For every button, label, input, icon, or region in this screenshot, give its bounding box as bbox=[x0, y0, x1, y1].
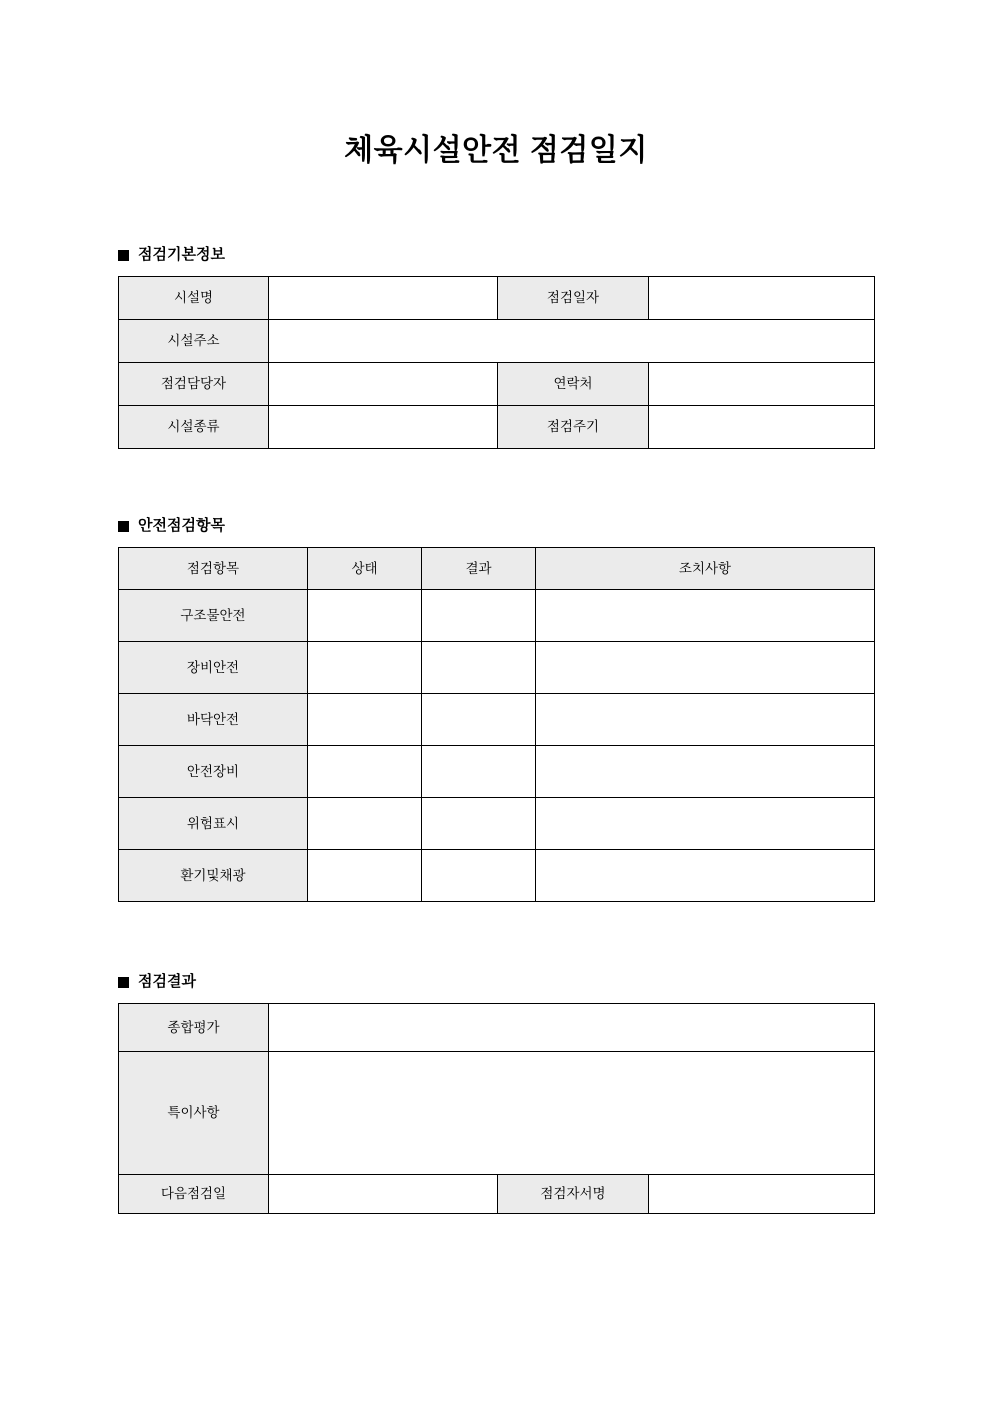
section-inspection-result bbox=[118, 973, 874, 1214]
label-next-inspection-date: 다음점검일 bbox=[119, 1175, 269, 1214]
column-header-item: 점검항목 bbox=[119, 548, 308, 590]
item-status-structure-safety[interactable] bbox=[308, 590, 422, 642]
label-overall-evaluation: 종합평가 bbox=[119, 1004, 269, 1052]
table-row bbox=[119, 590, 875, 642]
label-facility-name: 시설명 bbox=[119, 277, 269, 320]
item-label-floor-safety: 바닥안전 bbox=[119, 694, 308, 746]
square-bullet-icon bbox=[118, 250, 129, 261]
item-label-equipment-safety: 장비안전 bbox=[119, 642, 308, 694]
column-header-action: 조치사항 bbox=[536, 548, 875, 590]
safety-items-table bbox=[118, 547, 875, 902]
label-facility-address: 시설주소 bbox=[119, 320, 269, 363]
square-bullet-icon bbox=[118, 521, 129, 532]
square-bullet-icon bbox=[118, 977, 129, 988]
section-heading-safety-items bbox=[118, 517, 874, 535]
value-facility-address[interactable] bbox=[269, 320, 875, 363]
section-basic-info bbox=[118, 246, 874, 449]
item-label-structure-safety: 구조물안전 bbox=[119, 590, 308, 642]
table-row bbox=[119, 746, 875, 798]
table-row bbox=[119, 1052, 875, 1175]
page-title: 체육시설안전 점검일지 bbox=[344, 134, 648, 167]
section-heading-label: 점검기본정보 bbox=[138, 246, 225, 263]
label-contact: 연락처 bbox=[498, 363, 649, 406]
item-result-equipment-safety[interactable] bbox=[422, 642, 536, 694]
table-row bbox=[119, 1175, 875, 1214]
value-next-inspection-date[interactable] bbox=[269, 1175, 498, 1214]
column-header-status: 상태 bbox=[308, 548, 422, 590]
table-row bbox=[119, 850, 875, 902]
basic-info-table bbox=[118, 276, 875, 449]
item-result-safety-equipment[interactable] bbox=[422, 746, 536, 798]
value-contact[interactable] bbox=[649, 363, 875, 406]
item-action-ventilation-lighting[interactable] bbox=[536, 850, 875, 902]
item-label-hazard-signage: 위험표시 bbox=[119, 798, 308, 850]
label-special-notes: 특이사항 bbox=[119, 1052, 269, 1175]
value-facility-type[interactable] bbox=[269, 406, 498, 449]
value-facility-name[interactable] bbox=[269, 277, 498, 320]
item-result-structure-safety[interactable] bbox=[422, 590, 536, 642]
value-inspector-in-charge[interactable] bbox=[269, 363, 498, 406]
section-heading-label: 점검결과 bbox=[138, 973, 196, 990]
section-heading-basic-info bbox=[118, 246, 874, 264]
table-row bbox=[119, 320, 875, 363]
item-status-hazard-signage[interactable] bbox=[308, 798, 422, 850]
section-heading-inspection-result bbox=[118, 973, 874, 991]
item-action-safety-equipment[interactable] bbox=[536, 746, 875, 798]
table-row bbox=[119, 277, 875, 320]
table-header-row bbox=[119, 548, 875, 590]
item-action-structure-safety[interactable] bbox=[536, 590, 875, 642]
item-result-hazard-signage[interactable] bbox=[422, 798, 536, 850]
label-inspection-cycle: 점검주기 bbox=[498, 406, 649, 449]
item-status-equipment-safety[interactable] bbox=[308, 642, 422, 694]
table-row bbox=[119, 694, 875, 746]
item-status-safety-equipment[interactable] bbox=[308, 746, 422, 798]
item-result-floor-safety[interactable] bbox=[422, 694, 536, 746]
item-action-floor-safety[interactable] bbox=[536, 694, 875, 746]
label-inspection-date: 점검일자 bbox=[498, 277, 649, 320]
table-row bbox=[119, 798, 875, 850]
value-inspection-cycle[interactable] bbox=[649, 406, 875, 449]
table-row bbox=[119, 363, 875, 406]
value-overall-evaluation[interactable] bbox=[269, 1004, 875, 1052]
value-special-notes[interactable] bbox=[269, 1052, 875, 1175]
value-inspector-signature[interactable] bbox=[649, 1175, 875, 1214]
table-row bbox=[119, 406, 875, 449]
value-inspection-date[interactable] bbox=[649, 277, 875, 320]
item-label-safety-equipment: 안전장비 bbox=[119, 746, 308, 798]
label-facility-type: 시설종류 bbox=[119, 406, 269, 449]
column-header-result: 결과 bbox=[422, 548, 536, 590]
item-action-equipment-safety[interactable] bbox=[536, 642, 875, 694]
label-inspector-in-charge: 점검담당자 bbox=[119, 363, 269, 406]
section-heading-label: 안전점검항목 bbox=[138, 517, 225, 534]
inspection-result-table bbox=[118, 1003, 875, 1214]
table-row bbox=[119, 1004, 875, 1052]
item-action-hazard-signage[interactable] bbox=[536, 798, 875, 850]
item-status-floor-safety[interactable] bbox=[308, 694, 422, 746]
table-row bbox=[119, 642, 875, 694]
section-safety-items bbox=[118, 517, 874, 902]
item-result-ventilation-lighting[interactable] bbox=[422, 850, 536, 902]
item-label-ventilation-lighting: 환기및채광 bbox=[119, 850, 308, 902]
label-inspector-signature: 점검자서명 bbox=[498, 1175, 649, 1214]
item-status-ventilation-lighting[interactable] bbox=[308, 850, 422, 902]
